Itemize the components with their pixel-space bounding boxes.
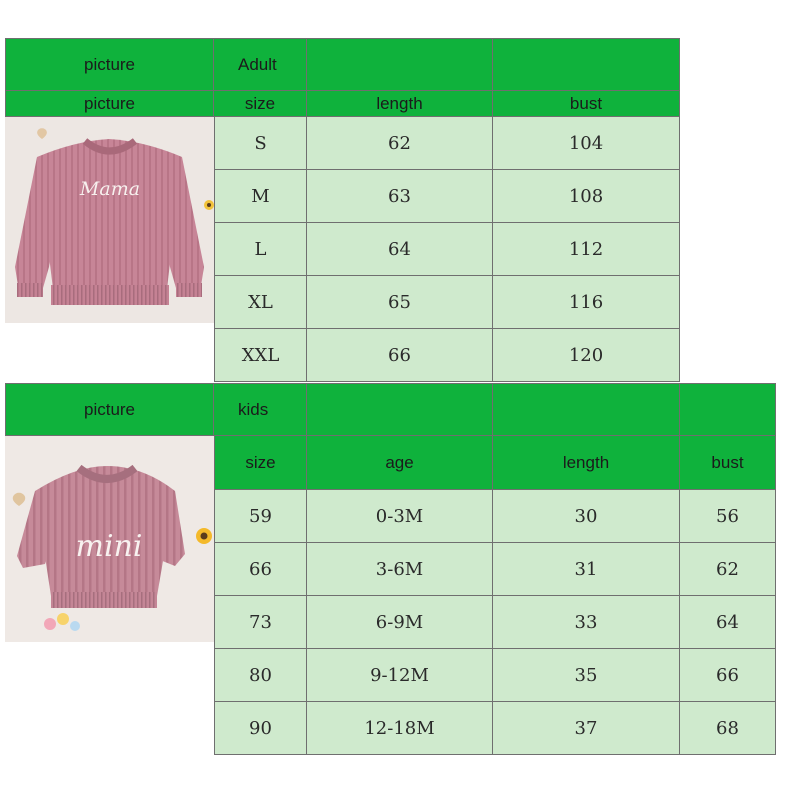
kids-age-cell: 6-9M <box>307 596 493 649</box>
adult-header-length: length <box>307 91 493 117</box>
kids-header-bust: bust <box>680 436 776 490</box>
kids-length-cell: 37 <box>493 702 680 755</box>
kids-length-cell: 33 <box>493 596 680 649</box>
adult-length-cell: 64 <box>307 223 493 276</box>
adult-title-label: Adult <box>214 38 307 91</box>
adult-size-cell: L <box>214 223 307 276</box>
adult-size-cell: S <box>214 117 307 170</box>
kids-size-cell: 90 <box>214 702 307 755</box>
kids-size-cell: 66 <box>214 543 307 596</box>
kids-age-cell: 0-3M <box>307 490 493 543</box>
adult-title-picture: picture <box>5 38 214 91</box>
kids-header-size: size <box>214 436 307 490</box>
kids-age-cell: 9-12M <box>307 649 493 702</box>
adult-bust-cell: 104 <box>493 117 680 170</box>
kids-bust-cell: 56 <box>680 490 776 543</box>
adult-header-size: size <box>214 91 307 117</box>
adult-header-bust: bust <box>493 91 680 117</box>
kids-length-cell: 35 <box>493 649 680 702</box>
kids-sweater-photo <box>5 436 214 642</box>
kids-photo-text: mini <box>75 529 143 564</box>
kids-title-blank-1 <box>307 383 493 436</box>
kids-length-cell: 30 <box>493 490 680 543</box>
kids-size-cell: 73 <box>214 596 307 649</box>
kids-title-blank-2 <box>493 383 680 436</box>
adult-photo-text: Mama <box>79 178 141 200</box>
kids-bust-cell: 66 <box>680 649 776 702</box>
adult-size-cell: M <box>214 170 307 223</box>
adult-bust-cell: 120 <box>493 329 680 382</box>
adult-bust-cell: 116 <box>493 276 680 329</box>
adult-title-blank-1 <box>307 38 493 91</box>
kids-header-length: length <box>493 436 680 490</box>
kids-bust-cell: 62 <box>680 543 776 596</box>
adult-title-blank-2 <box>493 38 680 91</box>
adult-length-cell: 62 <box>307 117 493 170</box>
kids-age-cell: 3-6M <box>307 543 493 596</box>
kids-title-label: kids <box>214 383 307 436</box>
adult-size-cell: XL <box>214 276 307 329</box>
kids-bust-cell: 68 <box>680 702 776 755</box>
kids-bust-cell: 64 <box>680 596 776 649</box>
kids-header-age: age <box>307 436 493 490</box>
adult-length-cell: 66 <box>307 329 493 382</box>
adult-size-cell: XXL <box>214 329 307 382</box>
kids-size-cell: 59 <box>214 490 307 543</box>
adult-header-picture: picture <box>5 91 214 117</box>
adult-length-cell: 65 <box>307 276 493 329</box>
adult-bust-cell: 112 <box>493 223 680 276</box>
adult-sweater-photo <box>5 117 214 323</box>
kids-title-blank-3 <box>680 383 776 436</box>
kids-length-cell: 31 <box>493 543 680 596</box>
adult-length-cell: 63 <box>307 170 493 223</box>
adult-bust-cell: 108 <box>493 170 680 223</box>
kids-size-cell: 80 <box>214 649 307 702</box>
kids-age-cell: 12-18M <box>307 702 493 755</box>
kids-title-picture: picture <box>5 383 214 436</box>
